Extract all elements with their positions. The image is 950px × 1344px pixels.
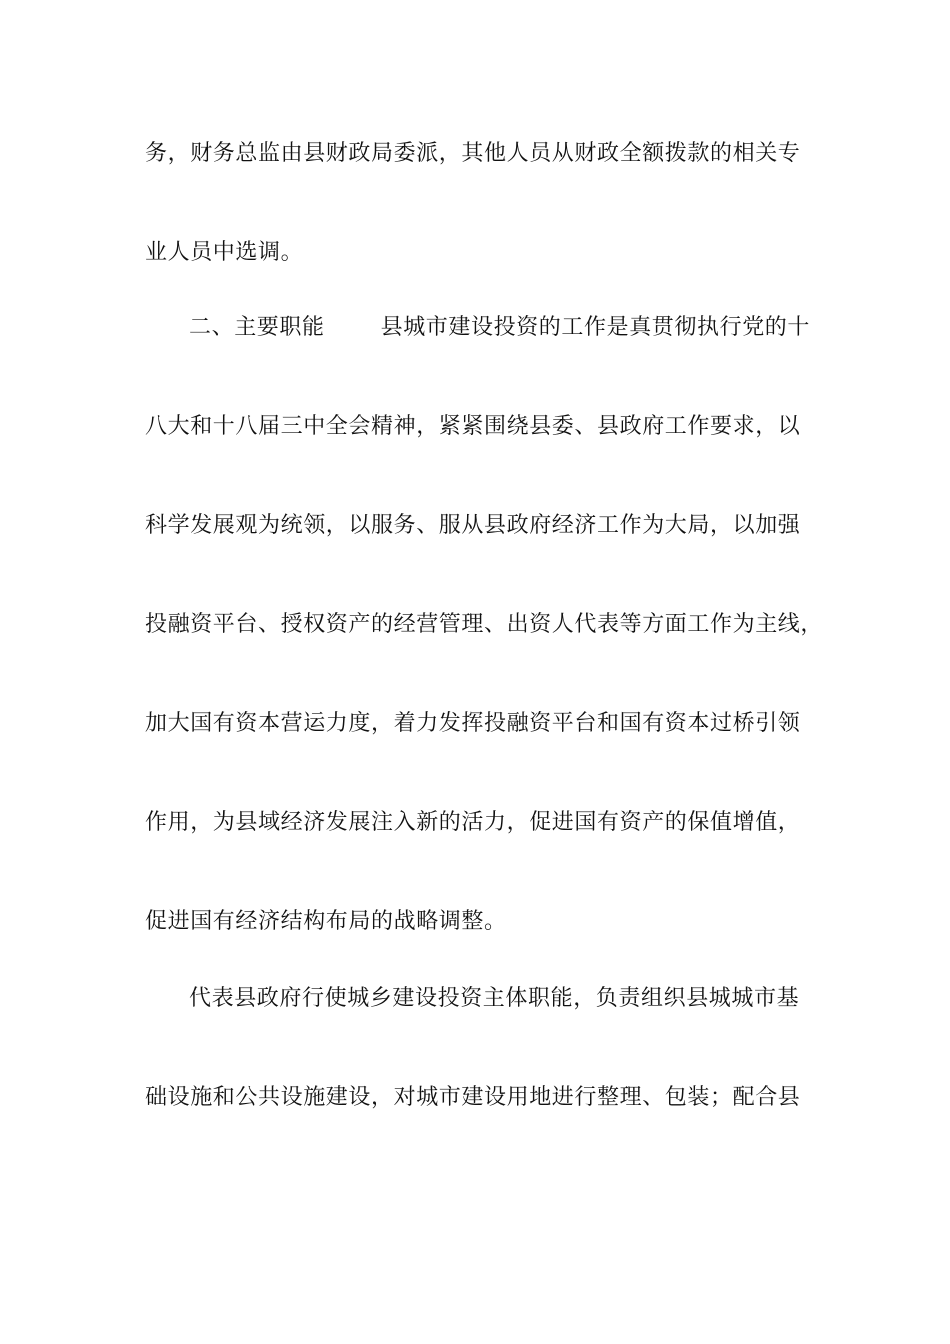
- paragraph-line: 科学发展观为统领，以服务、服从县政府经济工作为大局，以加强: [145, 513, 801, 538]
- paragraph-line: 作用，为县域经济发展注入新的活力，促进国有资产的保值增值，: [145, 810, 801, 835]
- section-heading: 二、主要职能: [189, 315, 325, 340]
- paragraph-line: 加大国有资本营运力度，着力发挥投融资平台和国有资本过桥引领: [145, 711, 801, 736]
- paragraph-line: 八大和十八届三中全会精神，紧紧围绕县委、县政府工作要求，以: [145, 414, 801, 439]
- section-paragraph-first-line: [189, 313, 869, 343]
- paragraph-line: 务，财务总监由县财政局委派，其他人员从财政全额拨款的相关专: [145, 141, 801, 166]
- paragraph-line: 代表县政府行使城乡建设投资主体职能，负责组织县城城市基: [189, 986, 800, 1011]
- paragraph-line: 促进国有经济结构布局的战略调整。: [145, 909, 507, 934]
- paragraph-line: 业人员中选调。: [145, 240, 304, 265]
- paragraph-line: 础设施和公共设施建设，对城市建设用地进行整理、包装；配合县: [145, 1085, 801, 1110]
- paragraph-line: 投融资平台、授权资产的经营管理、出资人代表等方面工作为主线，: [145, 612, 824, 637]
- paragraph-line-text: 县城市建设投资的工作是真贯彻执行党的十: [380, 315, 811, 340]
